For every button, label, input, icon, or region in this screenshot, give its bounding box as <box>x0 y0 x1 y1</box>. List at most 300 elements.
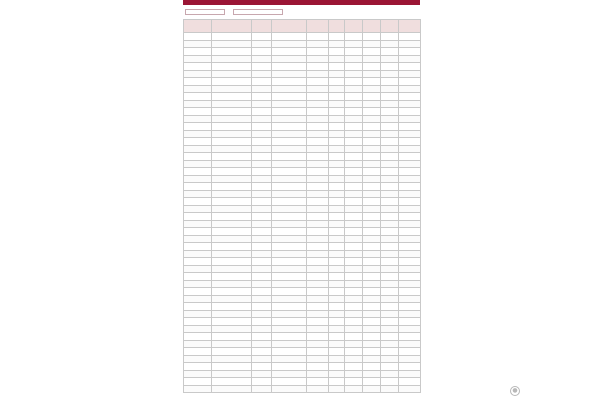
table-cell <box>184 213 212 221</box>
table-cell <box>184 220 212 228</box>
legend-right <box>233 9 283 15</box>
table-row <box>184 363 421 371</box>
table-cell <box>345 265 363 273</box>
table-cell <box>363 318 381 326</box>
table-cell <box>307 115 329 123</box>
table-cell <box>363 123 381 131</box>
table-cell <box>345 288 363 296</box>
table-cell <box>363 108 381 116</box>
table-cell <box>329 123 345 131</box>
table-cell <box>329 153 345 161</box>
table-row <box>184 258 421 266</box>
table-cell <box>307 93 329 101</box>
table-cell <box>345 355 363 363</box>
table-cell <box>345 318 363 326</box>
table-cell <box>329 190 345 198</box>
legend-strip <box>183 5 420 19</box>
table-cell <box>345 228 363 236</box>
table-cell <box>184 55 212 63</box>
table-row <box>184 280 421 288</box>
table-cell <box>381 198 399 206</box>
table-cell <box>399 235 421 243</box>
table-cell <box>381 108 399 116</box>
table-cell <box>212 220 252 228</box>
table-row <box>184 115 421 123</box>
table-cell <box>252 108 272 116</box>
table-cell <box>252 340 272 348</box>
table-cell <box>329 220 345 228</box>
table-cell <box>329 48 345 56</box>
table-cell <box>184 348 212 356</box>
table-cell <box>399 108 421 116</box>
table-cell <box>329 340 345 348</box>
table-cell <box>272 318 307 326</box>
table-cell <box>381 168 399 176</box>
table-cell <box>252 33 272 41</box>
table-cell <box>381 340 399 348</box>
table-cell <box>252 355 272 363</box>
table-cell <box>363 235 381 243</box>
document-sheet <box>183 0 420 400</box>
table-cell <box>184 153 212 161</box>
table-cell <box>329 130 345 138</box>
table-cell <box>272 333 307 341</box>
table-cell <box>399 213 421 221</box>
table-cell <box>184 175 212 183</box>
table-cell <box>212 348 252 356</box>
table-cell <box>212 160 252 168</box>
table-cell <box>345 145 363 153</box>
table-cell <box>307 288 329 296</box>
table-cell <box>252 85 272 93</box>
table-row <box>184 378 421 386</box>
table-cell <box>329 93 345 101</box>
table-cell <box>307 243 329 251</box>
table-cell <box>252 288 272 296</box>
table-cell <box>363 205 381 213</box>
table-cell <box>252 220 272 228</box>
table-cell <box>272 145 307 153</box>
table-cell <box>212 258 252 266</box>
table-row <box>184 340 421 348</box>
table-cell <box>363 220 381 228</box>
table-cell <box>381 160 399 168</box>
table-cell <box>212 153 252 161</box>
table-cell <box>212 325 252 333</box>
table-cell <box>381 100 399 108</box>
table-cell <box>345 303 363 311</box>
table-cell <box>252 160 272 168</box>
table-cell <box>307 250 329 258</box>
table-cell <box>252 273 272 281</box>
table-cell <box>381 78 399 86</box>
table-cell <box>345 220 363 228</box>
table-cell <box>381 228 399 236</box>
table-cell <box>307 63 329 71</box>
table-cell <box>399 363 421 371</box>
table-cell <box>363 93 381 101</box>
table-cell <box>399 228 421 236</box>
table-cell <box>184 70 212 78</box>
table-cell <box>272 258 307 266</box>
table-cell <box>345 340 363 348</box>
table-row <box>184 310 421 318</box>
table-cell <box>381 235 399 243</box>
table-row <box>184 250 421 258</box>
table-cell <box>329 205 345 213</box>
table-cell <box>307 280 329 288</box>
table-cell <box>363 55 381 63</box>
table-cell <box>307 190 329 198</box>
table-cell <box>381 325 399 333</box>
table-cell <box>252 265 272 273</box>
table-cell <box>399 160 421 168</box>
table-cell <box>272 385 307 393</box>
table-cell <box>399 198 421 206</box>
table-cell <box>329 348 345 356</box>
table-cell <box>381 70 399 78</box>
table-cell <box>345 310 363 318</box>
table-cell <box>381 333 399 341</box>
table-cell <box>381 250 399 258</box>
table-cell <box>345 115 363 123</box>
table-cell <box>363 265 381 273</box>
table-cell <box>307 85 329 93</box>
table-cell <box>184 93 212 101</box>
table-cell <box>381 190 399 198</box>
table-cell <box>329 198 345 206</box>
table-cell <box>399 385 421 393</box>
table-cell <box>363 100 381 108</box>
table-cell <box>399 205 421 213</box>
table-cell <box>272 363 307 371</box>
table-cell <box>329 100 345 108</box>
table-cell <box>345 100 363 108</box>
table-cell <box>212 355 252 363</box>
table-cell <box>329 213 345 221</box>
column-header <box>307 20 329 33</box>
table-row <box>184 228 421 236</box>
table-cell <box>363 160 381 168</box>
table-cell <box>212 370 252 378</box>
table-cell <box>184 168 212 176</box>
table-cell <box>399 100 421 108</box>
table-cell <box>184 145 212 153</box>
table-cell <box>252 228 272 236</box>
table-cell <box>307 175 329 183</box>
table-cell <box>399 130 421 138</box>
table-cell <box>212 228 252 236</box>
table-row <box>184 145 421 153</box>
table-cell <box>272 355 307 363</box>
table-cell <box>272 85 307 93</box>
table-cell <box>399 340 421 348</box>
table-cell <box>345 93 363 101</box>
table-cell <box>399 93 421 101</box>
table-cell <box>307 153 329 161</box>
table-cell <box>184 78 212 86</box>
table-cell <box>184 363 212 371</box>
table-cell <box>329 363 345 371</box>
table-row <box>184 70 421 78</box>
table-cell <box>307 348 329 356</box>
table-cell <box>272 340 307 348</box>
table-row <box>184 265 421 273</box>
table-cell <box>272 138 307 146</box>
table-row <box>184 370 421 378</box>
table-cell <box>329 138 345 146</box>
table-cell <box>272 213 307 221</box>
table-cell <box>307 108 329 116</box>
table-cell <box>272 295 307 303</box>
table-cell <box>381 40 399 48</box>
table-cell <box>252 213 272 221</box>
table-cell <box>252 310 272 318</box>
table-cell <box>272 123 307 131</box>
table-row <box>184 63 421 71</box>
table-cell <box>399 288 421 296</box>
table-cell <box>272 55 307 63</box>
table-cell <box>363 333 381 341</box>
table-cell <box>345 235 363 243</box>
table-cell <box>307 258 329 266</box>
table-cell <box>212 183 252 191</box>
table-cell <box>252 145 272 153</box>
table-cell <box>329 40 345 48</box>
table-cell <box>212 318 252 326</box>
table-cell <box>252 243 272 251</box>
table-cell <box>363 273 381 281</box>
table-cell <box>184 183 212 191</box>
table-cell <box>272 273 307 281</box>
table-row <box>184 325 421 333</box>
table-row <box>184 190 421 198</box>
table-cell <box>329 228 345 236</box>
table-cell <box>272 175 307 183</box>
table-row <box>184 78 421 86</box>
table-cell <box>212 78 252 86</box>
table-cell <box>399 220 421 228</box>
table-cell <box>381 138 399 146</box>
table-cell <box>363 130 381 138</box>
table-cell <box>212 340 252 348</box>
table-cell <box>307 198 329 206</box>
table-cell <box>212 100 252 108</box>
table-cell <box>212 295 252 303</box>
table-cell <box>363 228 381 236</box>
table-cell <box>345 63 363 71</box>
table-cell <box>252 130 272 138</box>
table-cell <box>399 265 421 273</box>
table-cell <box>345 70 363 78</box>
table-cell <box>252 325 272 333</box>
column-header <box>363 20 381 33</box>
table-cell <box>272 198 307 206</box>
table-cell <box>272 153 307 161</box>
table-cell <box>399 273 421 281</box>
table-cell <box>381 243 399 251</box>
table-cell <box>399 153 421 161</box>
table-cell <box>184 100 212 108</box>
table-cell <box>184 318 212 326</box>
table-cell <box>212 235 252 243</box>
table-cell <box>363 115 381 123</box>
table-cell <box>184 340 212 348</box>
table-cell <box>272 108 307 116</box>
table-cell <box>363 355 381 363</box>
table-cell <box>381 265 399 273</box>
table-cell <box>329 303 345 311</box>
table-cell <box>252 370 272 378</box>
table-cell <box>345 385 363 393</box>
table-cell <box>329 235 345 243</box>
table-cell <box>363 213 381 221</box>
table-cell <box>363 288 381 296</box>
table-cell <box>272 220 307 228</box>
table-cell <box>381 363 399 371</box>
wechat-icon: ● <box>510 386 520 396</box>
table-cell <box>381 213 399 221</box>
table-cell <box>363 340 381 348</box>
table-cell <box>252 100 272 108</box>
table-cell <box>252 115 272 123</box>
table-cell <box>399 310 421 318</box>
table-cell <box>212 213 252 221</box>
table-cell <box>184 258 212 266</box>
column-header <box>329 20 345 33</box>
table-cell <box>212 175 252 183</box>
table-cell <box>307 48 329 56</box>
table-row <box>184 100 421 108</box>
table-row <box>184 385 421 393</box>
column-header <box>184 20 212 33</box>
table-row <box>184 85 421 93</box>
table-cell <box>345 378 363 386</box>
table-row <box>184 198 421 206</box>
table-cell <box>272 250 307 258</box>
table-cell <box>381 85 399 93</box>
table-cell <box>381 295 399 303</box>
table-cell <box>307 160 329 168</box>
table-cell <box>363 183 381 191</box>
table-cell <box>345 198 363 206</box>
table-cell <box>399 355 421 363</box>
table-cell <box>307 33 329 41</box>
table-cell <box>329 258 345 266</box>
table-cell <box>272 235 307 243</box>
table-cell <box>212 93 252 101</box>
table-cell <box>184 378 212 386</box>
table-cell <box>329 250 345 258</box>
table-cell <box>307 295 329 303</box>
table-cell <box>381 348 399 356</box>
table-cell <box>381 205 399 213</box>
table-cell <box>345 55 363 63</box>
table-cell <box>381 220 399 228</box>
table-cell <box>184 228 212 236</box>
table-cell <box>345 78 363 86</box>
table-cell <box>381 273 399 281</box>
table-cell <box>307 265 329 273</box>
table-cell <box>329 33 345 41</box>
table-body <box>184 33 421 393</box>
table-cell <box>363 48 381 56</box>
table-row <box>184 40 421 48</box>
table-cell <box>329 175 345 183</box>
table-cell <box>345 40 363 48</box>
table-cell <box>399 55 421 63</box>
table-cell <box>329 333 345 341</box>
table-cell <box>307 40 329 48</box>
table-cell <box>381 310 399 318</box>
table-cell <box>363 378 381 386</box>
table-cell <box>329 115 345 123</box>
table-cell <box>345 258 363 266</box>
table-cell <box>363 153 381 161</box>
table-cell <box>252 190 272 198</box>
table-cell <box>329 310 345 318</box>
table-row <box>184 48 421 56</box>
table-row <box>184 55 421 63</box>
table-cell <box>329 183 345 191</box>
table-cell <box>345 160 363 168</box>
table-cell <box>381 63 399 71</box>
table-cell <box>307 235 329 243</box>
table-cell <box>345 190 363 198</box>
table-row <box>184 123 421 131</box>
table-cell <box>329 280 345 288</box>
table-cell <box>272 288 307 296</box>
table-cell <box>184 333 212 341</box>
table-cell <box>252 48 272 56</box>
table-cell <box>363 258 381 266</box>
table-cell <box>307 310 329 318</box>
table-cell <box>399 40 421 48</box>
table-cell <box>307 378 329 386</box>
table-row <box>184 153 421 161</box>
table-cell <box>363 63 381 71</box>
table-cell <box>212 190 252 198</box>
table-cell <box>345 325 363 333</box>
table-cell <box>252 198 272 206</box>
table-cell <box>345 183 363 191</box>
table-cell <box>329 318 345 326</box>
table-cell <box>184 295 212 303</box>
table-header-row <box>184 20 421 33</box>
table-cell <box>184 198 212 206</box>
table-cell <box>272 63 307 71</box>
table-cell <box>399 85 421 93</box>
watermark <box>510 385 594 396</box>
table-cell <box>345 33 363 41</box>
table-cell <box>212 33 252 41</box>
table-cell <box>329 145 345 153</box>
table-cell <box>307 363 329 371</box>
table-cell <box>307 145 329 153</box>
table-cell <box>272 205 307 213</box>
table-cell <box>184 33 212 41</box>
table-cell <box>363 190 381 198</box>
table-cell <box>345 205 363 213</box>
table-cell <box>345 85 363 93</box>
table-cell <box>252 378 272 386</box>
table-cell <box>252 183 272 191</box>
table-cell <box>363 138 381 146</box>
table-row <box>184 243 421 251</box>
table-cell <box>399 378 421 386</box>
table-row <box>184 333 421 341</box>
column-header <box>381 20 399 33</box>
